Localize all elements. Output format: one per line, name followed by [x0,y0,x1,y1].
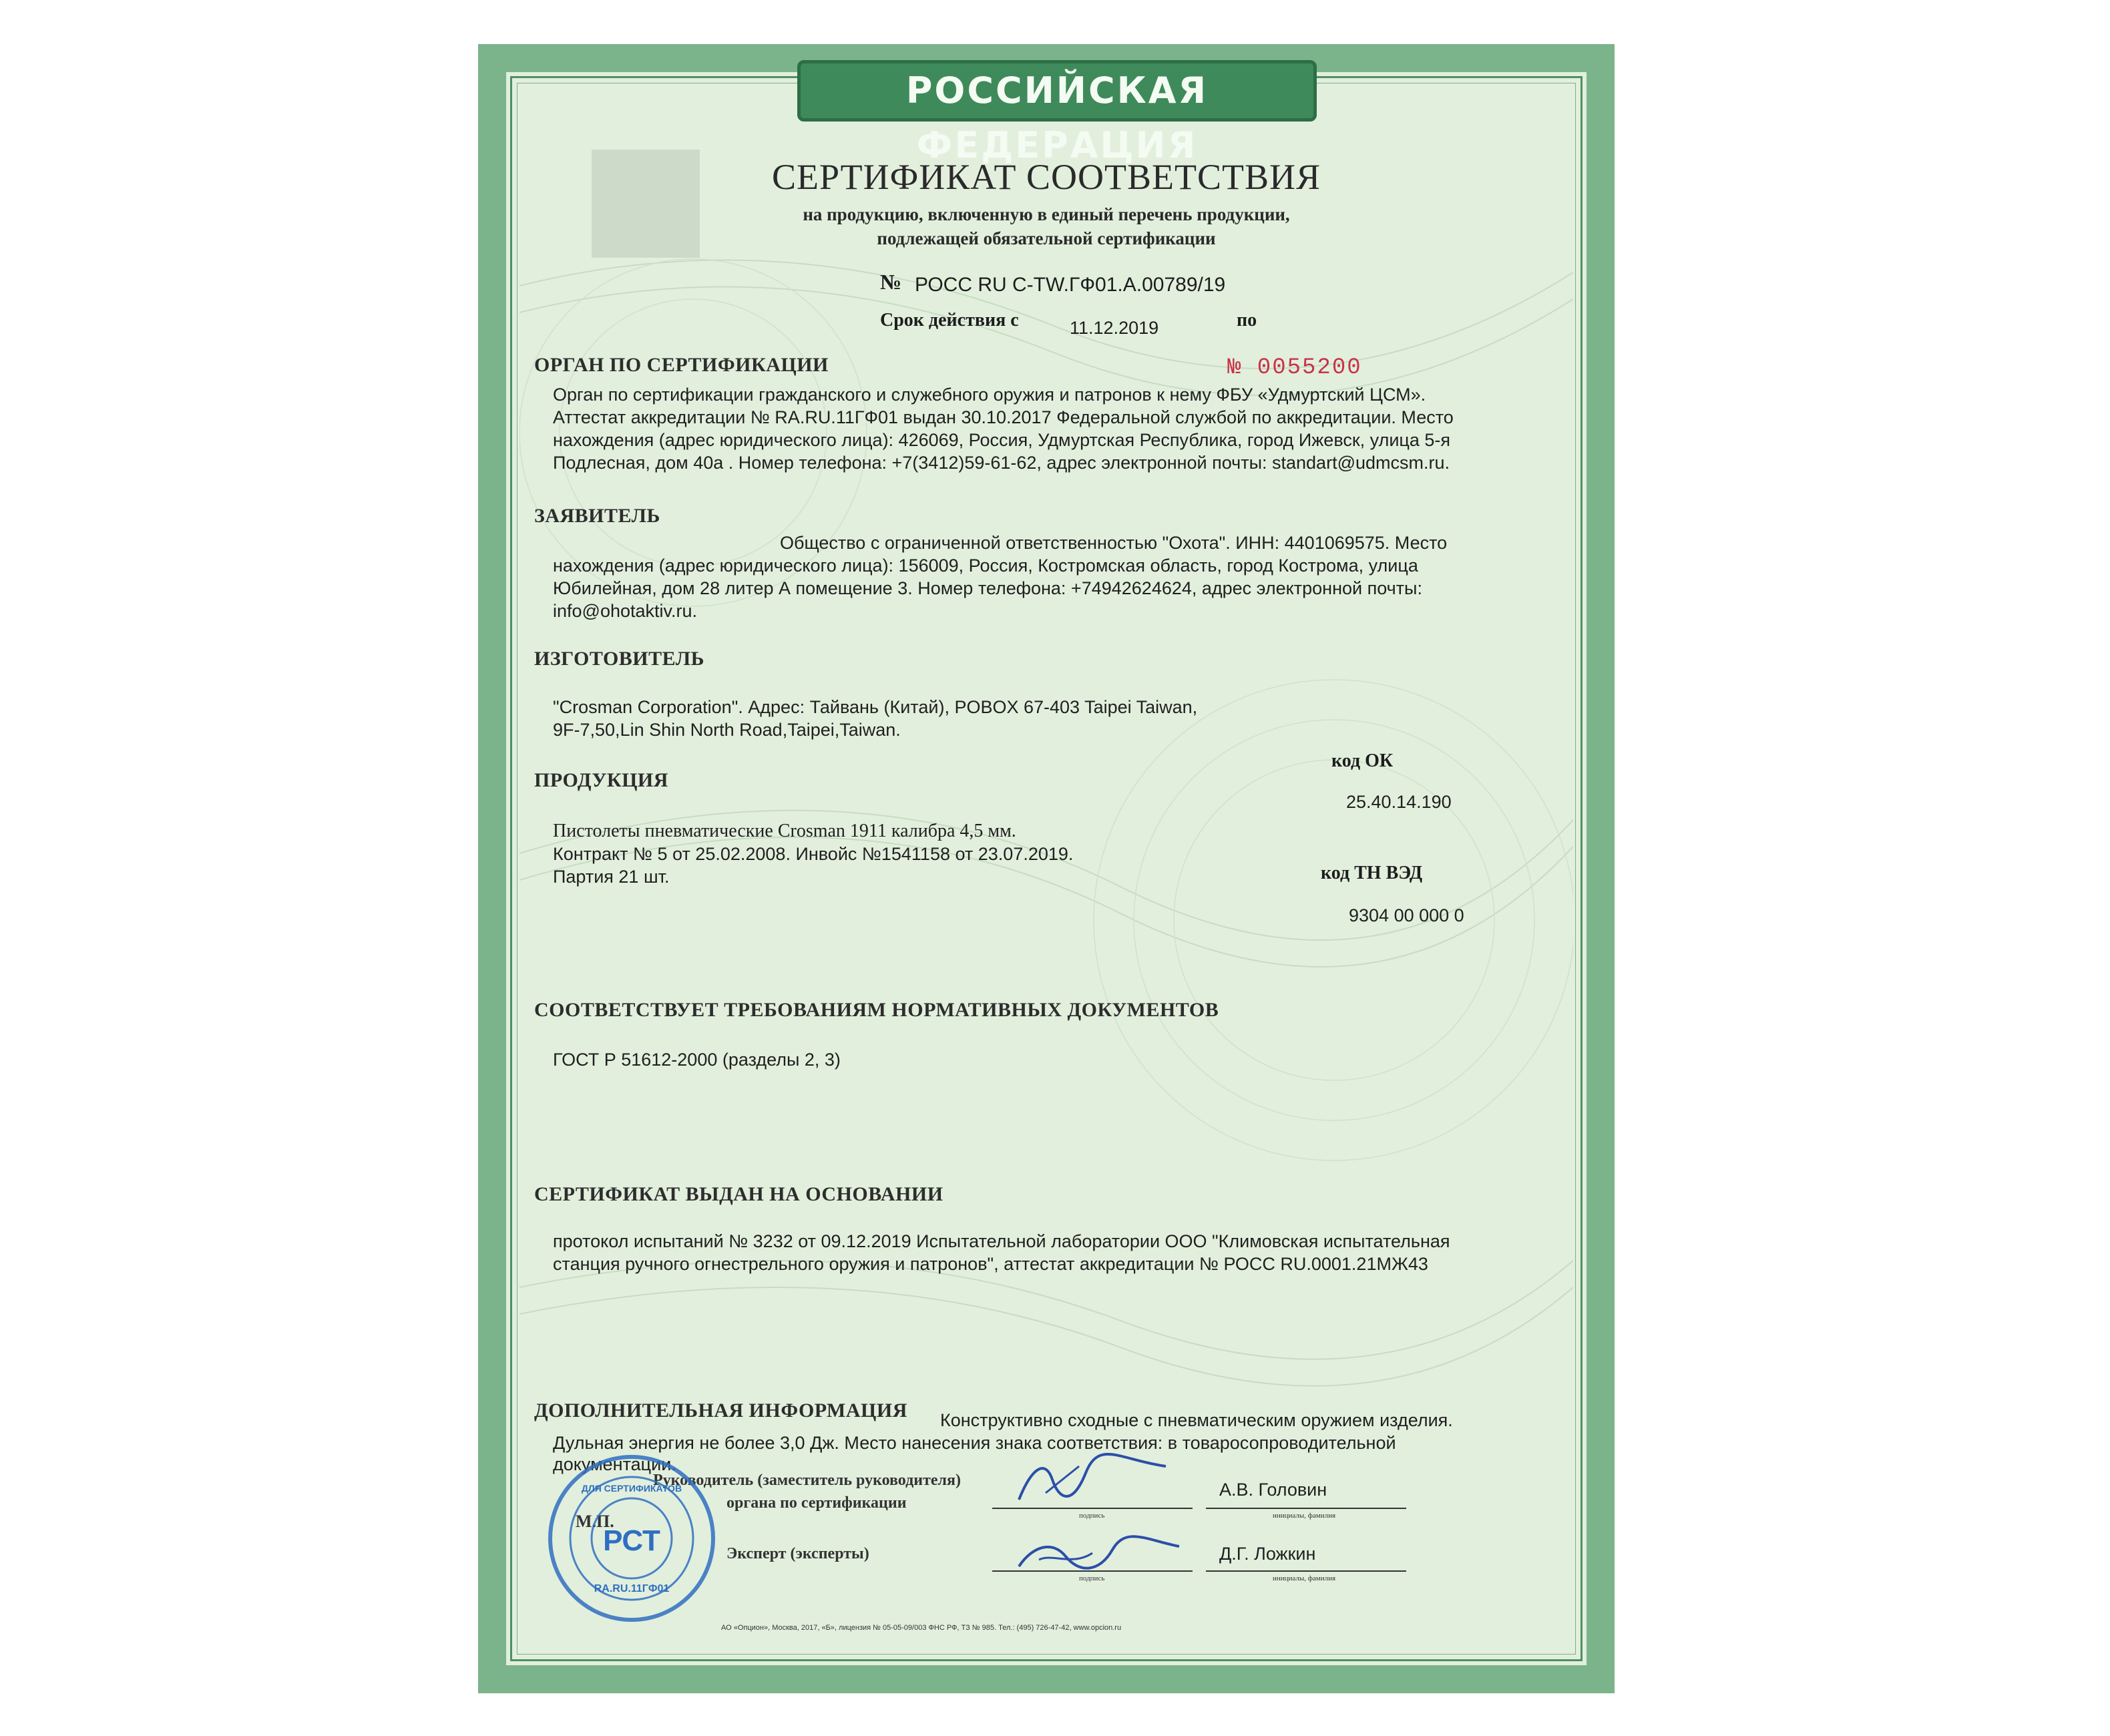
product-name: Пистолеты пневматические Crosman 1911 калибра 4,5 мм. [553,821,1016,841]
basis-line-2: станция ручного огнестрельного оружия и патронов", аттестат аккредитации № РОСС RU.0001.21МЖ43 [553,1254,1428,1274]
applicant-line-3: Юбилейная, дом 28 литер А помещение 3. Номер телефона: +74942624624, адрес электронной почты: [553,578,1422,598]
tnved-code-value: 9304 00 000 0 [1349,905,1464,925]
head-signature [1006,1453,1179,1513]
applicant-line-2: нахождения (адрес юридического лица): 156009, Россия, Костромская область, город Кострома, улица [553,556,1418,576]
certificate-title: СЕРТИФИКАТ СООТВЕТСТВИЯ [771,157,1321,197]
stamp-top-text: ДЛЯ СЕРТИФИКАТОВ [581,1483,682,1494]
expert-name-line [1206,1570,1406,1572]
applicant-line-1: Общество с ограниченной ответственностью "Охота". ИНН: 4401069575. Место [780,533,1448,553]
ok-code-value: 25.40.14.190 [1346,792,1452,812]
certificate-number: РОСС RU C-TW.ГФ01.А.00789/19 [915,274,1226,296]
validity-from: 11.12.2019 [1070,318,1159,338]
additional-info-line-3: документации. [553,1454,676,1474]
head-signature-caption: подпись [1079,1512,1105,1520]
basis-heading: СЕРТИФИКАТ ВЫДАН НА ОСНОВАНИИ [534,1183,943,1205]
additional-info-line-1: Конструктивно сходные с пневматическим оружием изделия. [940,1410,1453,1430]
manufacturer-line-2: 9F-7,50,Lin Shin North Road,Taipei,Taiwan. [553,720,901,740]
certification-body-line-1: Орган по сертификации гражданского и служебного оружия и патронов к нему ФБУ «Удмуртский ЦСМ». [553,385,1426,405]
subtitle-line-1: на продукцию, включенную в единый перечень продукции, [803,204,1290,224]
number-prefix: № [880,270,902,294]
stamp-center-text: РСТ [603,1524,660,1557]
applicant-line-4: info@ohotaktiv.ru. [553,601,698,621]
expert-name-caption: инициалы, фамилия [1273,1574,1336,1582]
head-name-caption: инициалы, фамилия [1273,1512,1336,1520]
seal-place-label: М.П. [576,1512,614,1531]
head-signatory-title-1: Руководитель (заместитель руководителя) [653,1472,961,1489]
product-heading: ПРОДУКЦИЯ [534,769,668,791]
compliance-heading: СООТВЕТСТВУЕТ ТРЕБОВАНИЯМ НОРМАТИВНЫХ ДОКУМЕНТОВ [534,999,1219,1021]
tnved-code-label: код ТН ВЭД [1321,863,1423,883]
manufacturer-heading: ИЗГОТОВИТЕЛЬ [534,648,704,670]
printer-footer: АО «Опцион», Москва, 2017, «Б», лицензия № 05-05-09/003 ФНС РФ, ТЗ № 985. Тел.: (495) 726-47-42, www.opcion.ru [721,1624,1122,1632]
certification-body-heading: ОРГАН ПО СЕРТИФИКАЦИИ [534,354,829,376]
head-signatory-name: А.В. Головин [1219,1480,1327,1500]
expert-signature-caption: подпись [1079,1574,1105,1582]
certification-body-line-2: Аттестат аккредитации № RA.RU.11ГФ01 выдан 30.10.2017 Федеральной службой по аккредитации. Место [553,407,1454,427]
expert-signature [1012,1526,1186,1580]
product-line-1: Контракт № 5 от 25.02.2008. Инвойс №1541158 от 23.07.2019. [553,844,1074,864]
validity-to-label: по [1237,310,1257,331]
head-signatory-title-2: органа по сертификации [726,1494,907,1512]
manufacturer-line-1: "Crosman Corporation". Адрес: Тайвань (Китай), POBOX 67-403 Taipei Taiwan, [553,697,1198,717]
subtitle-line-2: подлежащей обязательной сертификации [877,228,1216,248]
expert-label: Эксперт (эксперты) [726,1545,869,1562]
certificate-document [478,44,1615,1693]
country-banner: РОССИЙСКАЯ ФЕДЕРАЦИЯ [797,60,1317,122]
blank-number: № 0055200 [1227,355,1362,381]
compliance-standard: ГОСТ Р 51612-2000 (разделы 2, 3) [553,1050,841,1070]
stamp-ring-text: RA.RU.11ГФ01 [594,1583,670,1594]
product-line-2: Партия 21 шт. [553,867,670,887]
applicant-heading: ЗАЯВИТЕЛЬ [534,505,660,527]
ok-code-label: код ОК [1331,750,1394,771]
official-stamp [545,1452,718,1625]
certification-body-line-3: нахождения (адрес юридического лица): 426069, Россия, Удмуртская Республика, город Ижевск, улица 5-я [553,430,1451,450]
additional-info-line-2: Дульная энергия не более 3,0 Дж. Место нанесения знака соответствия: в товаросопроводительной [553,1433,1396,1453]
validity-label: Срок действия с [880,310,1019,331]
expert-name: Д.Г. Ложкин [1219,1544,1316,1564]
additional-info-heading: ДОПОЛНИТЕЛЬНАЯ ИНФОРМАЦИЯ [534,1399,907,1422]
head-name-line [1206,1508,1406,1509]
basis-line-1: протокол испытаний № 3232 от 09.12.2019 Испытательной лаборатории ООО "Климовская испытательная [553,1231,1450,1251]
certification-body-line-4: Подлесная, дом 40а . Номер телефона: +7(3412)59-61-62, адрес электронной почты: standart@udmcsm.ru. [553,453,1450,473]
